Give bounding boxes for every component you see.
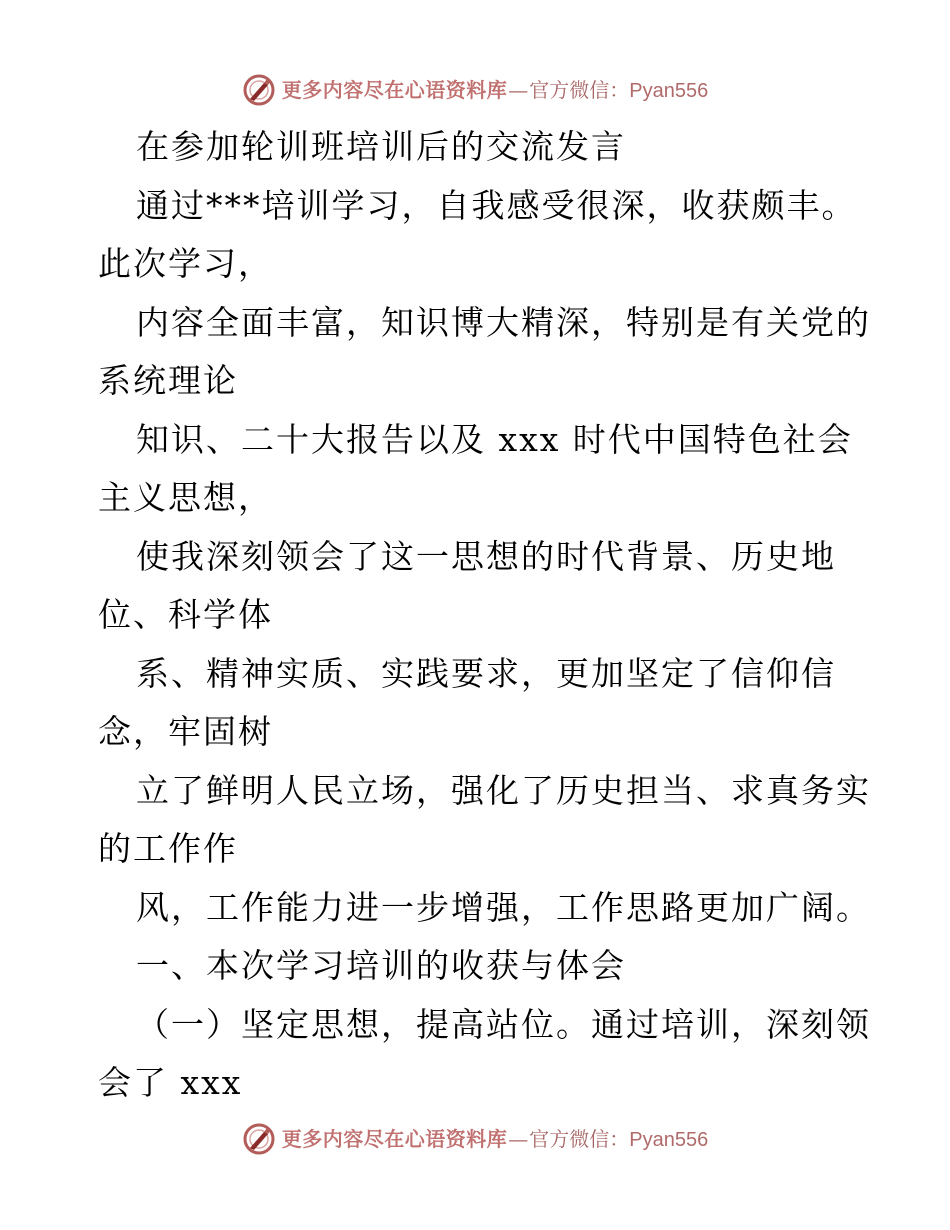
text-line: （一）坚定思想，提高站位。通过培训，深刻领	[136, 1004, 871, 1044]
text-line: 通过***培训学习，自我感受很深，收获颇丰。	[136, 185, 857, 225]
pen-logo-icon	[242, 1122, 276, 1156]
text-line: 一、本次学习培训的收获与体会	[136, 946, 626, 985]
banner-wechat-label: 官方微信：	[529, 77, 630, 102]
banner-text	[281, 77, 709, 102]
text-line: 使我深刻领会了这一思想的时代背景、历史地	[136, 536, 836, 576]
document-body	[98, 118, 871, 1113]
banner-wechat-id: Pyan556	[629, 79, 709, 102]
banner-wechat-label: 官方微信：	[529, 1126, 630, 1151]
text-line: 在参加轮训班培训后的交流发言	[136, 127, 626, 166]
text-line: 的工作作	[98, 829, 238, 868]
banner-text	[281, 1126, 709, 1151]
text-line: 此次学习，	[98, 244, 273, 283]
text-line: 主义思想，	[98, 478, 273, 517]
text-line: 会了 xxx	[98, 1063, 243, 1102]
text-line: 念，牢固树	[98, 712, 273, 751]
banner-wechat-id: Pyan556	[629, 1128, 709, 1151]
banner-main-text: 更多内容尽在心语资料库	[281, 1126, 508, 1151]
text-line: 系、精神实质、实践要求，更加坚定了信仰信	[136, 653, 836, 693]
footer-banner	[0, 1119, 950, 1159]
banner-main-text: 更多内容尽在心语资料库	[281, 77, 508, 102]
text-line: 位、科学体	[98, 595, 273, 634]
text-line: 系统理论	[98, 361, 238, 400]
text-line: 立了鲜明人民立场，强化了历史担当、求真务实	[136, 770, 871, 810]
text-line: 风，工作能力进一步增强，工作思路更加广阔。	[136, 887, 871, 927]
text-line: 内容全面丰富，知识博大精深，特别是有关党的	[136, 302, 871, 342]
text-line: 知识、二十大报告以及 xxx 时代中国特色社会	[136, 419, 853, 459]
header-banner	[0, 70, 950, 110]
pen-logo-icon	[242, 73, 276, 107]
banner-dash: —	[508, 1126, 529, 1151]
banner-dash: —	[508, 77, 529, 102]
